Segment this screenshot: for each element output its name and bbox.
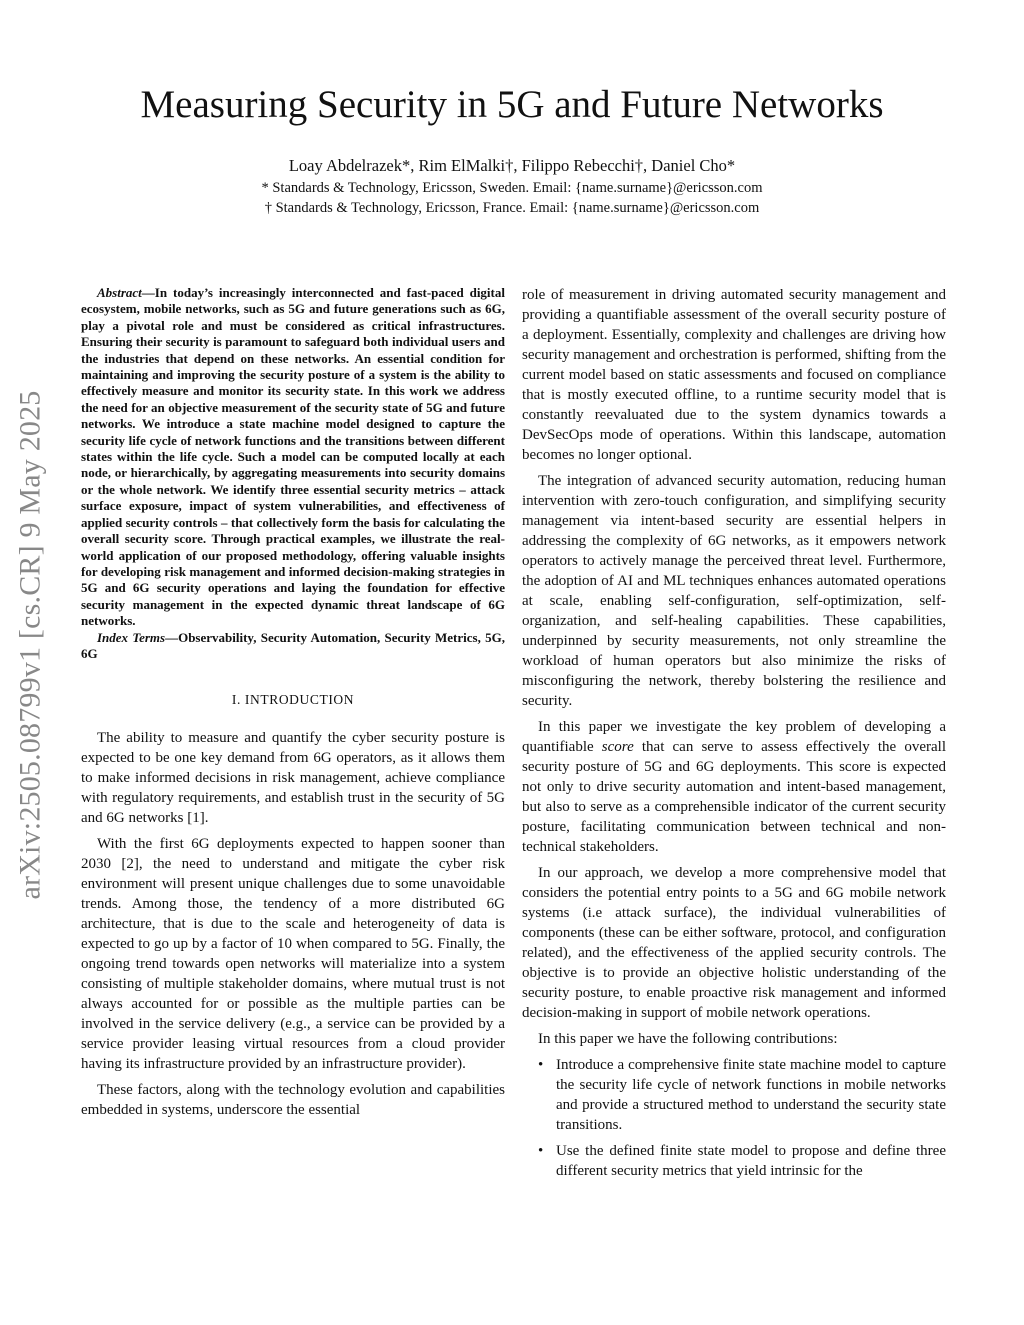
automation-paragraph: The integration of advanced security automation, reducing human intervention with zero-touch configuration, and simplifying security management via intent-based security are essential helpers in addressing the complexity of 6G networks, as it empowers network operators to actively manage the perceived threat level. Furthermore, the adoption of AI and ML techniques enhances automated operations at scale, enabling self-configuration, self-optimization, self-organization, and self-healing capabilities. These capabilities, underpinned by security measurements, not only streamline the workload of human operators but also minimize the risks of misconfiguring the network, thereby bolstering the resilience and security. xyxy=(522,473,946,709)
paper-authors: Loay Abdelrazek*, Rim ElMalki†, Filippo Rebecchi†, Daniel Cho* xyxy=(288,156,736,175)
abstract xyxy=(81,285,505,630)
contribution-text-1: Introduce a comprehensive finite state machine model to capture the security life cycle of network functions in mobile networks and provide a structured method to understand the security state transitions. xyxy=(556,1057,946,1133)
intro-paragraph-2: With the first 6G deployments expected to happen sooner than 2030 [2], the need to understand and mitigate the cyber risk environment will present unique challenges due to some unavoidable trends. Among those, the tendency of a more distributed 6G architecture, that is due to the scale and heterogeneity of data is expected to go up by a factor of 10 when compared to 5G. Finally, the ongoing trend towards open networks will materialize into a system consisting of multiple stakeholder domains, where mutual trust is not always accounted for or possible as the multiple parties can be involved in the service delivery (e.g., a service can be provided by a service provider leasing virtual resources from a cloud provider having its infrastructure provided by an infrastructure provider). xyxy=(81,836,505,1073)
list-item xyxy=(522,1055,946,1135)
affiliation-2: † Standards & Technology, Ericsson, France. Email: {name.surname}@ericsson.com xyxy=(264,200,760,216)
approach-paragraph: In our approach, we develop a more comprehensive model that considers the potential entry points to a 5G and 6G mobile network systems (i.e attack surface), the individual vulnerabilities of components (these can be either software, protocol, and configuration related), and the effectiveness of the applied security controls. The objective is to provide an objective holistic understanding of the security posture, to enable proactive risk management and informed decision-making in support of mobile network operations. xyxy=(522,865,946,1021)
arxiv-stamp-text: arXiv:2505.08799v1 [cs.CR] 9 May 2025 xyxy=(14,390,47,900)
list-item xyxy=(522,1141,946,1181)
left-column xyxy=(81,285,505,1126)
intro-paragraph-3-continued: role of measurement in driving automated security management and providing a quantifiable assessment of the overall security posture of a deployment. Essentially, complexity and challenges are driving how security management and orchestration is performed, shifting from the current model based on static assessments and focused on compliance that is mostly executed offline, to a runtime security model that is constantly reevaluated due to the system dynamics towards a DevSecOps mode of operations. Within this landscape, automation becomes no longer optional. xyxy=(522,287,946,463)
score-emphasis: score xyxy=(601,739,634,755)
score-paragraph xyxy=(522,717,946,857)
contributions-intro: In this paper we have the following contributions: xyxy=(538,1031,838,1047)
paper-title: Measuring Security in 5G and Future Networks xyxy=(140,83,884,126)
arxiv-stamp xyxy=(6,350,56,940)
right-column xyxy=(522,285,946,1187)
contribution-text-2: Use the defined finite state model to propose and define three different security metrics that yield intrinsic for the xyxy=(556,1143,946,1179)
intro-paragraph-1: The ability to measure and quantify the cyber security posture is expected to be one key demand from 6G operators, as it allows them to make informed decisions in risk management, achieve compliance with regulatory requirements, and establish trust in the security of 5G and 6G networks [1]. xyxy=(81,730,505,827)
bullet-icon: • xyxy=(538,1143,544,1159)
score-paragraph-before: In this paper we investigate the key problem of developing a quantifiable xyxy=(522,719,946,755)
index-terms-label: Index Terms xyxy=(97,629,166,645)
index-terms-text: —Observability, Security Automation, Security Metrics, 5G, 6G xyxy=(81,629,505,661)
intro-paragraph-3: These factors, along with the technology evolution and capabilities embedded in systems, underscore the essential xyxy=(81,1082,505,1119)
bullet-icon: • xyxy=(538,1057,544,1073)
abstract-text: —In today’s increasingly interconnected and fast-paced digital ecosystem, mobile networks, such as 5G and future generations such as 6G, play a pivotal role and must be considered as critical infrastructures. Ensuring their security is paramount to safeguard both individual users and the industries that depend on these networks. An essential condition for maintaining and improving the security posture of a system is the ability to effectively measure and monitor its security state. In this work we address the need for an objective measurement of the security state of 5G and future networks. We introduce a state machine model designed to capture the security life cycle of network functions and the transitions between different states within the life cycle. Such a model can be computed locally at each node, or hierarchically, by aggregating measurements into security domains or the whole network. We identify three essential security metrics – attack surface exposure, impact of system vulnerabilities, and effectiveness of applied security controls – that collectively form the basis for calculating the overall security score. Through practical examples, we illustrate the real-world application of our proposed methodology, offering valuable insights for developing risk management and informed decision-making strategies in 5G and 6G security operations and laying the foundation for effective security management in the expected dynamic threat landscape of 6G networks. xyxy=(81,285,505,629)
abstract-label: Abstract xyxy=(97,285,142,300)
score-paragraph-after: that can serve to assess effectively the overall security posture of 5G and 6G deployments. This score is expected not only to drive security automation and intent-based management, but also to serve as a comprehensible indicator of the current security posture, facilitating communication between technical and non-technical stakeholders. xyxy=(522,739,946,855)
section-heading-introduction: I. INTRODUCTION xyxy=(231,692,355,708)
affiliation-1: * Standards & Technology, Ericsson, Sweden. Email: {name.surname}@ericsson.com xyxy=(261,180,763,196)
contributions-list xyxy=(522,1055,946,1181)
index-terms xyxy=(81,630,505,663)
